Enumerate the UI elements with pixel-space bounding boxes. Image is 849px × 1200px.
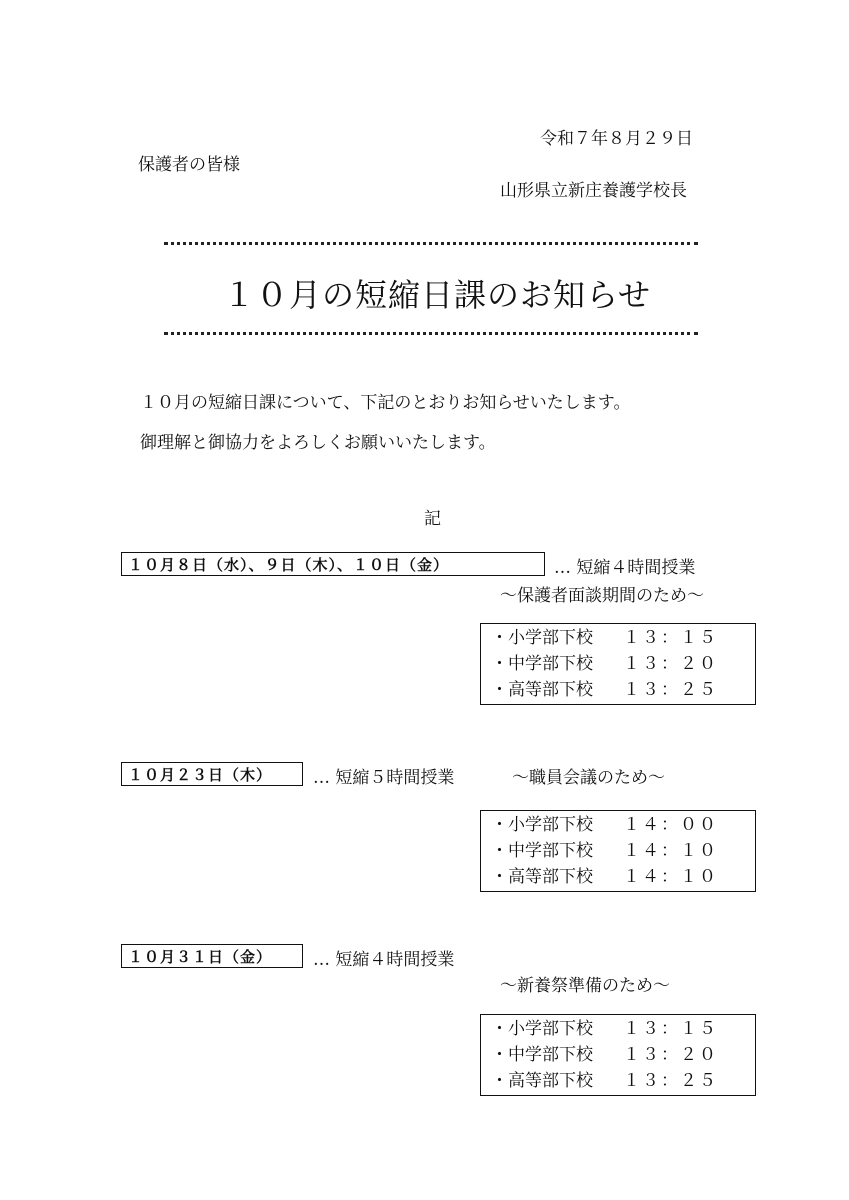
sender: 山形県立新庄養護学校長	[500, 181, 687, 201]
section-2-time-table	[480, 810, 756, 892]
dismissal-time: １３：２５	[623, 1071, 718, 1091]
time-row	[491, 1068, 755, 1094]
dept-label: ・中学部下校	[491, 1045, 593, 1065]
section-2-reason: 〜職員会議のため〜	[512, 768, 665, 788]
section-3-dates: １０月３１日（金）	[121, 944, 303, 968]
dept-label: ・中学部下校	[491, 841, 593, 861]
dismissal-time: １４：１０	[623, 867, 718, 887]
dismissal-time: １３：２０	[623, 1045, 718, 1065]
title-divider-top	[164, 242, 698, 245]
time-row	[491, 677, 755, 703]
dept-label: ・高等部下校	[491, 867, 593, 887]
dismissal-time: １４：００	[623, 815, 718, 835]
dept-label: ・高等部下校	[491, 680, 593, 700]
ki-heading: 記	[424, 509, 441, 529]
dismissal-time: １３：１５	[623, 628, 718, 648]
page-title: １０月の短縮日課のお知らせ	[222, 276, 652, 314]
time-row	[491, 864, 755, 890]
section-3-info: … 短縮４時間授業	[313, 950, 455, 970]
time-row	[491, 838, 755, 864]
time-row	[491, 812, 755, 838]
dismissal-time: １３：２０	[623, 654, 718, 674]
section-3-time-table	[480, 1014, 756, 1096]
dept-label: ・小学部下校	[491, 1019, 593, 1039]
section-2-dates: １０月２３日（木）	[121, 762, 303, 786]
time-row	[491, 625, 755, 651]
dept-label: ・小学部下校	[491, 628, 593, 648]
addressee: 保護者の皆様	[138, 155, 240, 175]
dismissal-time: １３：１５	[623, 1019, 718, 1039]
dept-label: ・小学部下校	[491, 815, 593, 835]
section-1-dates: １０月８日（水）、９日（木）、１０日（金）	[121, 552, 545, 576]
section-1-info: … 短縮４時間授業	[554, 558, 696, 578]
section-2-info: … 短縮５時間授業	[313, 768, 455, 788]
body-line-2: 御理解と御協力をよろしくお願いいたします。	[140, 433, 496, 453]
section-1-reason: 〜保護者面談期間のため〜	[500, 586, 704, 606]
title-divider-bottom	[164, 332, 698, 335]
section-1-time-table	[480, 623, 756, 705]
body-line-1: １０月の短縮日課について、下記のとおりお知らせいたします。	[140, 393, 631, 413]
dismissal-time: １３：２５	[623, 680, 718, 700]
time-row	[491, 1016, 755, 1042]
dismissal-time: １４：１０	[623, 841, 718, 861]
dept-label: ・高等部下校	[491, 1071, 593, 1091]
time-row	[491, 1042, 755, 1068]
dept-label: ・中学部下校	[491, 654, 593, 674]
section-3-reason: 〜新養祭準備のため〜	[500, 976, 670, 996]
issue-date: 令和７年８月２９日	[540, 129, 693, 149]
time-row	[491, 651, 755, 677]
